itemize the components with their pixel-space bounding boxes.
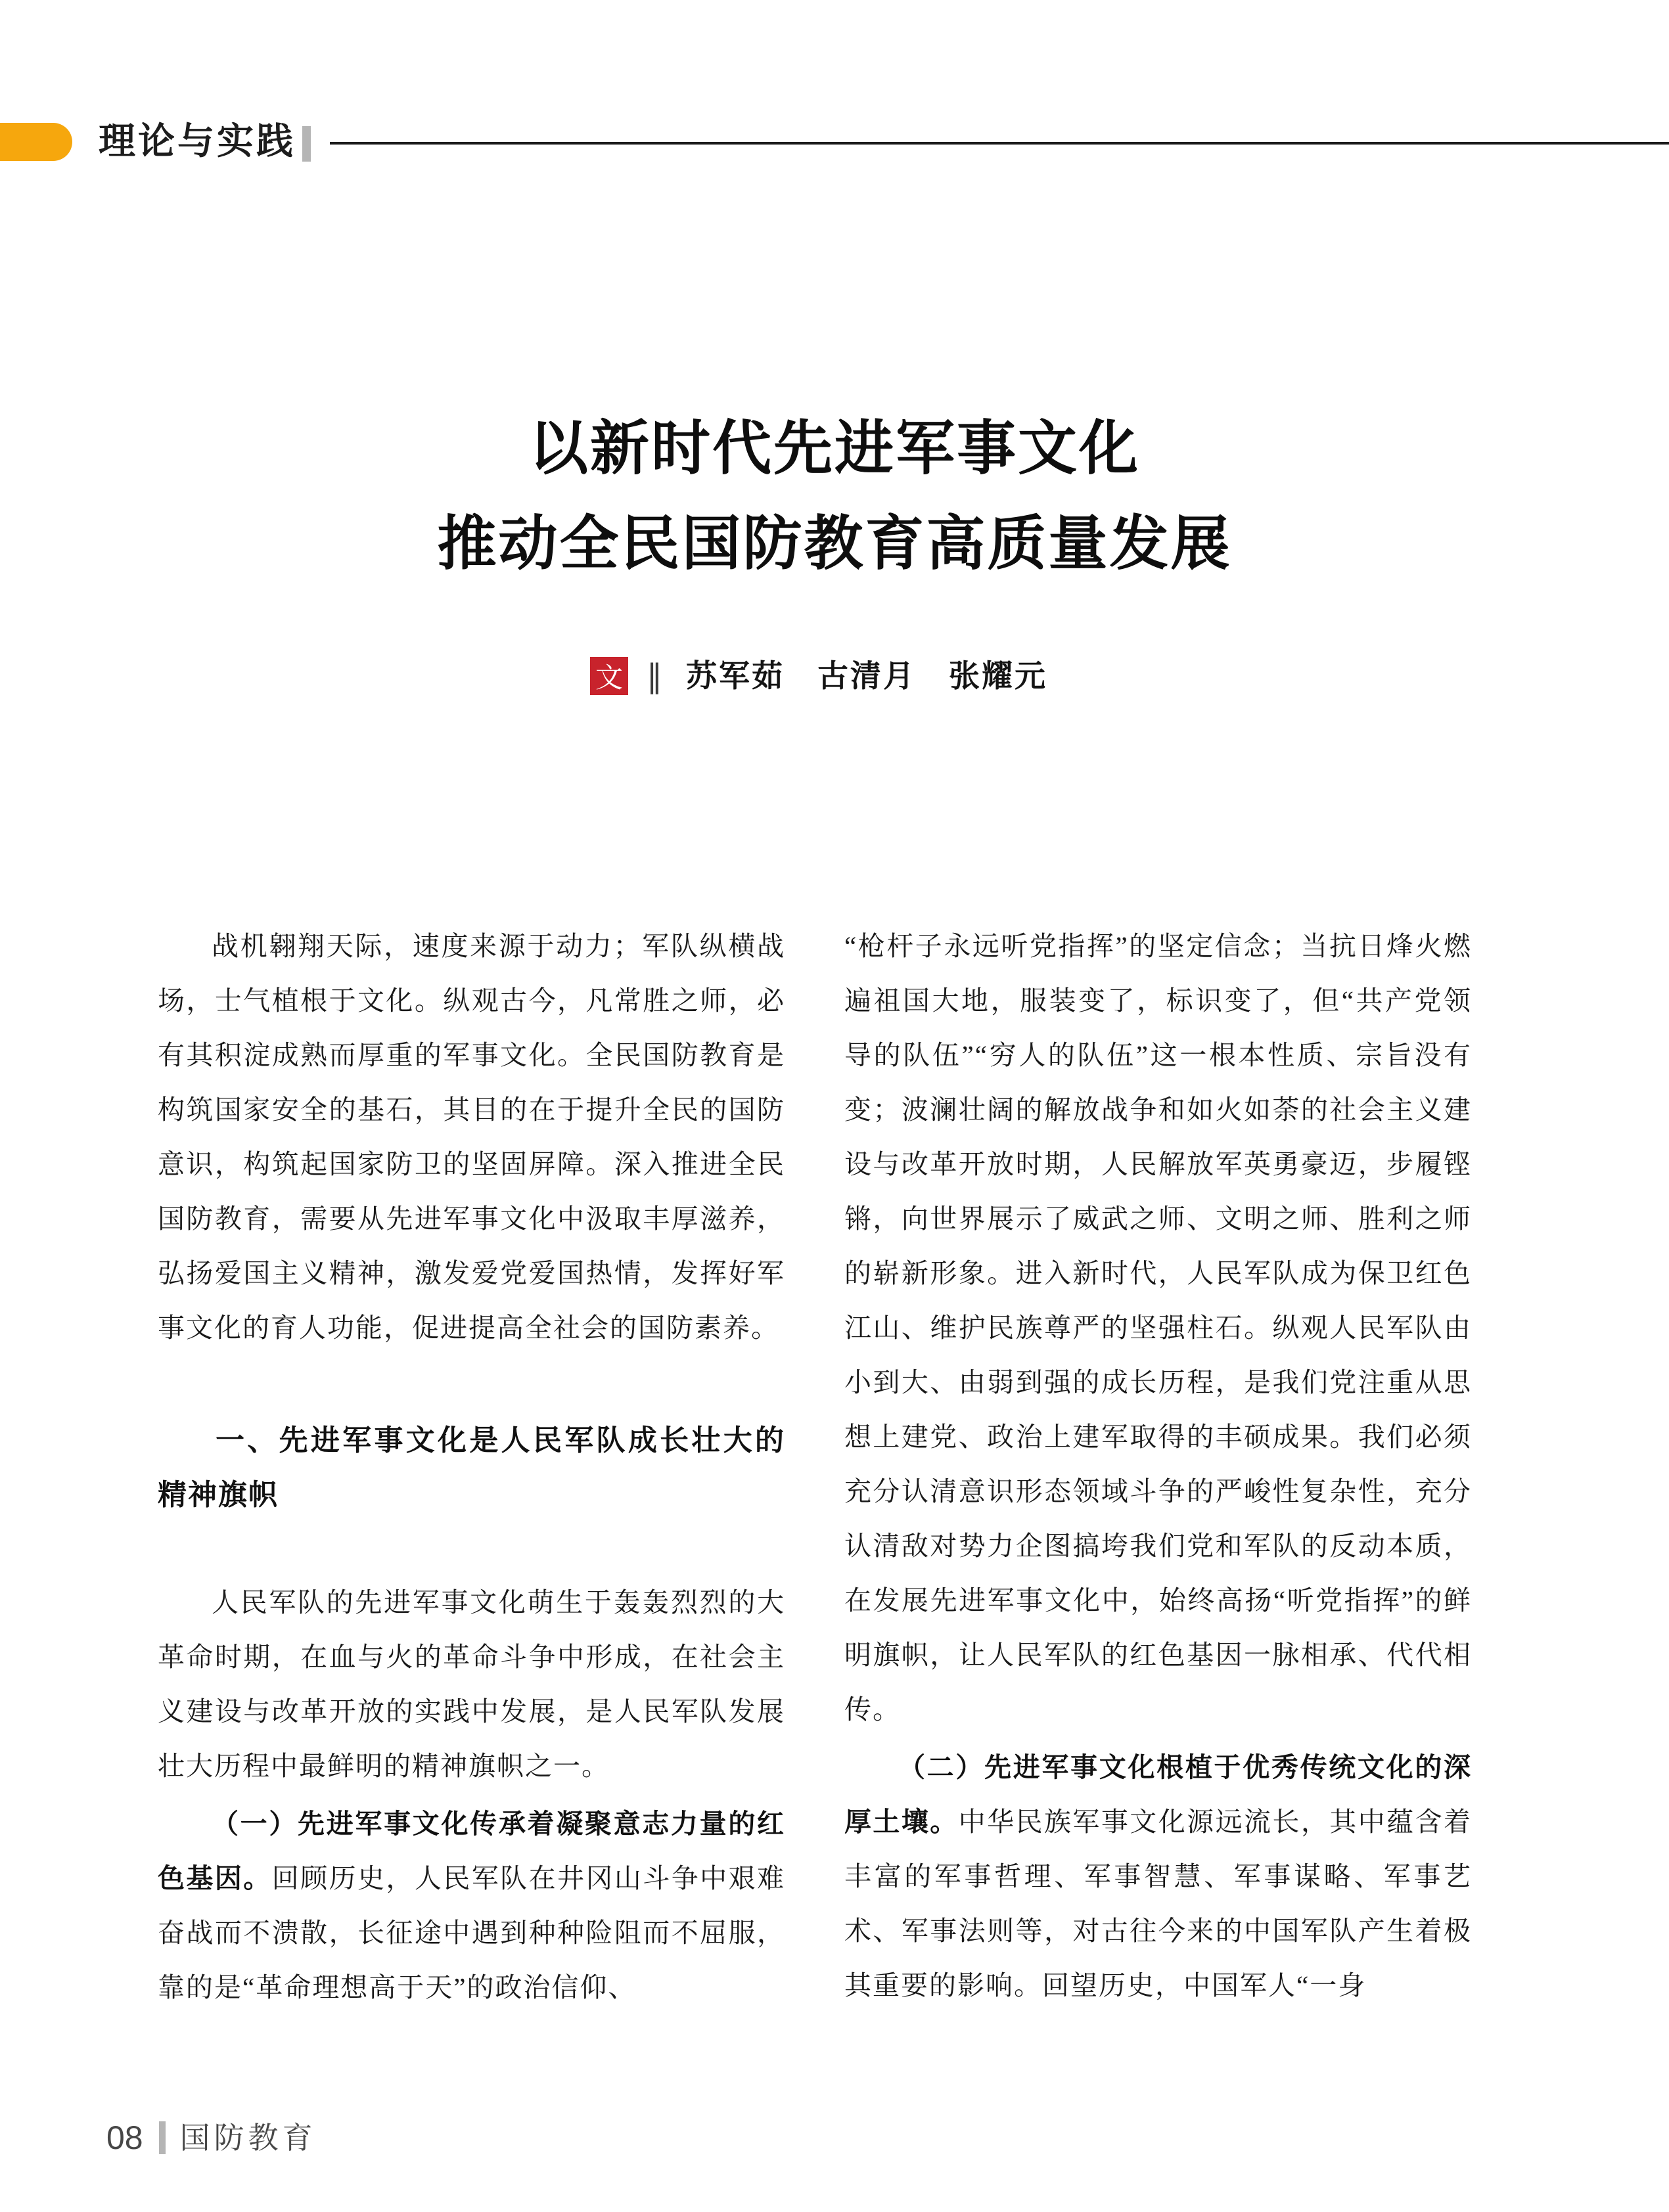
subheading-1-lead: （一）先进军事文化传承着凝聚意志力量的红色基因。	[158, 1809, 785, 1893]
byline-separator-icon: ‖	[647, 658, 662, 694]
section-heading-1: 一、先进军事文化是人民军队成长壮大的精神旗帜	[158, 1424, 785, 1511]
paragraph-party-command: “枪杆子永远听党指挥”的坚定信念；当抗日烽火燃遍祖国大地，服装变了，标识变了，但“共产党领导的队伍”“穷人的队伍”这一根本性质、宗旨没有变；波澜壮阔的解放战争和如火如荼的社会主义建设与改革开放时期，人民解放军英勇豪迈，步履铿锵，向世界展示了威武之师、文明之师、胜利之师的崭新形象。进入新时代，人民军队成为保卫红色江山、维护民族尊严的坚强柱石。纵观人民军队由小到大、由弱到强的成长历程，是我们党注重从思想上建党、政治上建军取得的丰硕成果。我们必须充分认清意识形态领域斗争的严峻性复杂性，充分认清敌对势力企图搞垮我们党和军队的反动本质，在发展先进军事文化中，始终高扬“听党指挥”的鲜明旗帜，让人民军队的红色基因一脉相承、代代相传。	[844, 931, 1472, 1725]
byline-authors: 苏军茹 古清月 张耀元	[686, 658, 1047, 693]
paragraph-red-gene-text: 回顾历史，人民军队在井冈山斗争中艰难奋战而不溃散，长征途中遇到种种险阻而不屈服，靠的是“革命理想高于天”的政治信仰、	[158, 1863, 786, 2002]
article-title-line-1: 以新时代先进军事文化	[529, 416, 1140, 482]
header-rule	[330, 142, 1669, 145]
paragraph-tradition-text: 中华民族军事文化源远流长，其中蕴含着丰富的军事哲理、军事智慧、军事谋略、军事艺术、军事法则等，对古往今来的中国军队产生着极其重要的影响。回望历史，中国军人“一身	[844, 1807, 1473, 2000]
section-tag-divider	[302, 126, 311, 162]
article-title	[0, 401, 1669, 592]
article-title-line-2: 推动全民国防教育高质量发展	[437, 511, 1232, 577]
paragraph-intro: 战机翱翔天际，速度来源于动力；军队纵横战场，士气植根于文化。纵观古今，凡常胜之师，必有其积淀成熟而厚重的军事文化。全民国防教育是构筑国家安全的基石，其目的在于提升全民的国防意识，构筑起国家防卫的坚固屏障。深入推进全民国防教育，需要从先进军事文化中汲取丰厚滋养，弘扬爱国主义精神，激发爱党爱国热情，发挥好军事文化的育人功能，促进提高全社会的国防素养。	[158, 931, 785, 1343]
paragraph-origin: 人民军队的先进军事文化萌生于轰轰烈烈的大革命时期，在血与火的革命斗争中形成，在社会主义建设与改革开放的实践中发展，是人民军队发展壮大历程中最鲜明的精神旗帜之一。	[158, 1587, 785, 1781]
byline-wen-badge: 文	[590, 657, 628, 695]
footer-divider	[159, 2121, 166, 2154]
body-left-column	[158, 919, 785, 2015]
paragraph-tradition	[844, 1740, 1472, 2013]
subheading-2-lead: （二）先进军事文化根植于优秀传统文化的深厚土壤。	[844, 1752, 1472, 1837]
paragraph-red-gene	[158, 1797, 785, 2015]
section-tag-label: 理论与实践	[99, 120, 296, 162]
byline	[590, 657, 1047, 695]
footer-page-number: 08	[106, 2119, 143, 2156]
section-tag-pill	[0, 123, 72, 161]
footer-journal-name: 国防教育	[179, 2121, 317, 2155]
page-footer	[106, 2119, 317, 2156]
article-body	[158, 919, 1472, 2015]
body-right-column	[844, 919, 1472, 2015]
